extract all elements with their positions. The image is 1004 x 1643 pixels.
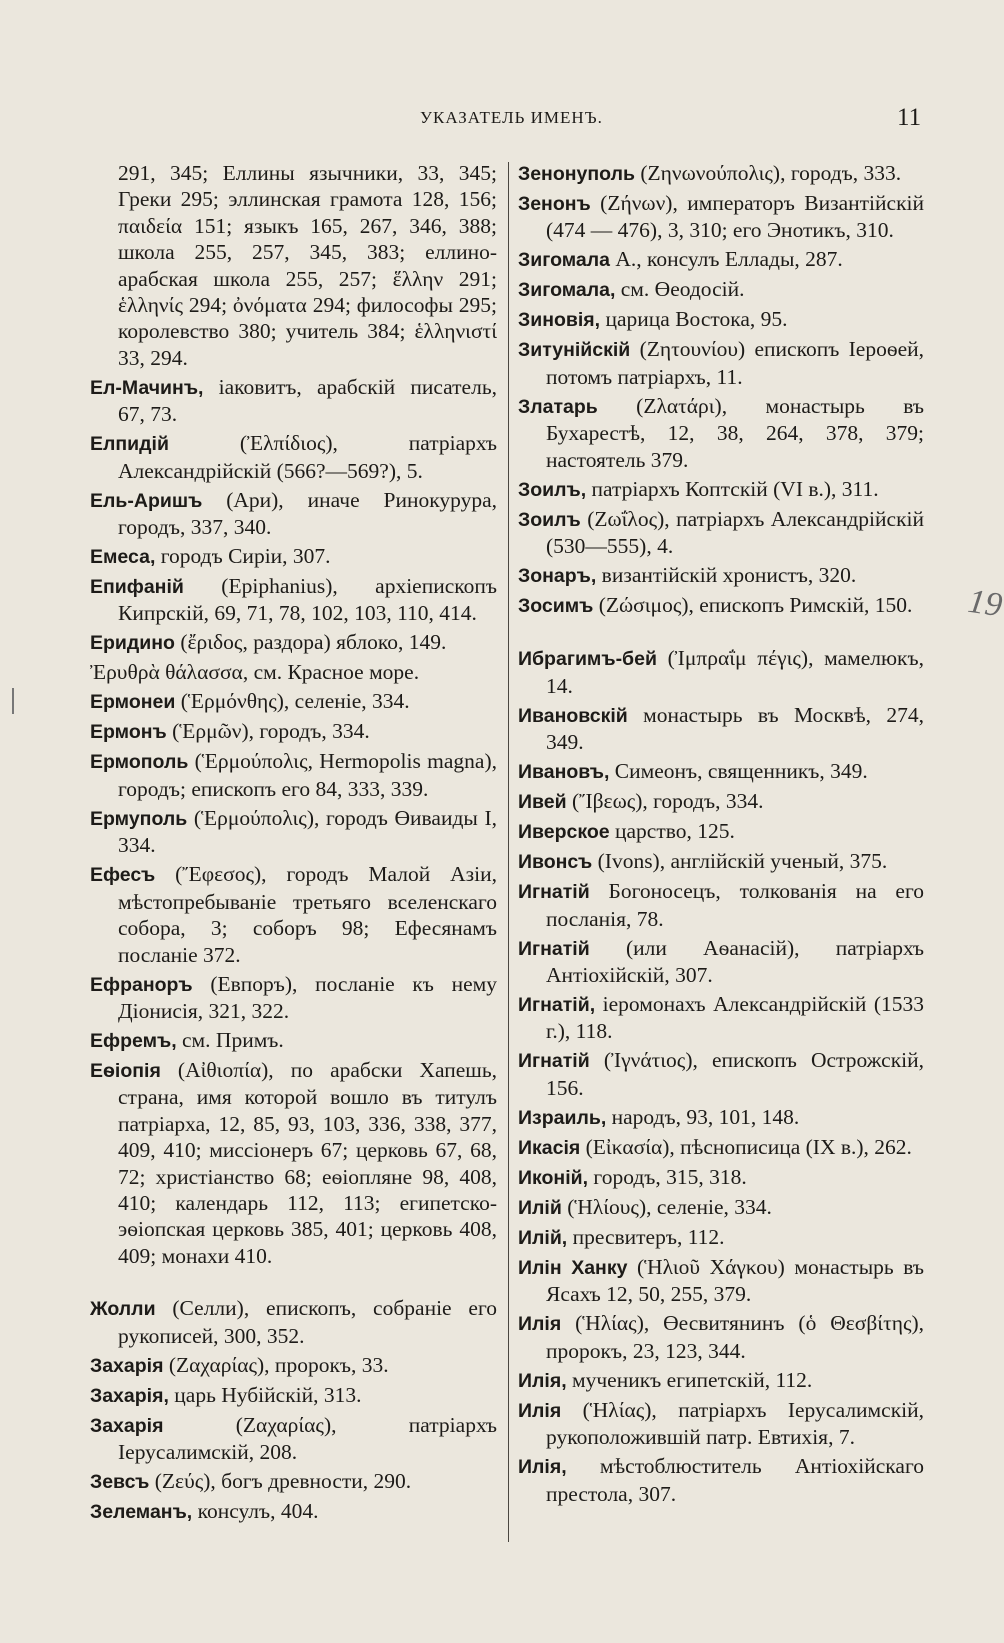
entry-text: царь Нубійскій, 313. — [168, 1382, 362, 1407]
entry-headword: Зиновія, — [518, 309, 601, 332]
entry-text: (Ἐλπίδιος), патріархъ Александрійскій (566?—569?), 5. — [118, 431, 497, 483]
index-entry — [518, 1224, 924, 1251]
index-entry — [90, 1295, 497, 1349]
entry-text: (Ζαχαρίας), патріархъ Іерусалимскій, 208. — [118, 1412, 497, 1464]
index-entry — [518, 336, 924, 390]
entry-text: іаковитъ, арабскій писатель, 67, 73. — [118, 374, 497, 427]
entry-text: (Epiphanius), архіепископъ Кипрскій, 69, 71, 78, 102, 103, 110, 414. — [118, 574, 497, 626]
index-entry — [90, 1382, 497, 1409]
entry-text: (Ἡλίας), патріархъ Іерусалимскій, рукоположившій патр. Евтихія, 7. — [546, 1397, 924, 1450]
entry-headword: Емеса, — [90, 546, 156, 569]
index-entry — [518, 1134, 924, 1161]
entry-text: 291, 345; Еллины язычники, 33, 345; Греки 295; эллинская грамота 128, 156; παιδεία 151; языкъ 165, 267, 346, 388; школа 255, 257, 345, 383; еллино-арабская школа 255, 257; ἕλλην 291; ἑλληνίς 294; ὀνόματα 294; философы 295; королевство 380; учитель 384; ἑλληνιστί 33, 294. — [118, 161, 497, 370]
entry-headword: Ермополь — [90, 751, 189, 774]
entry-headword: Илія — [518, 1399, 562, 1422]
entry-headword: Игнатій — [518, 1050, 590, 1073]
index-entry — [90, 430, 497, 484]
index-entry — [518, 991, 924, 1045]
entry-headword: Ел-Мачинъ, — [90, 376, 204, 399]
entry-text: (Ἰμπραΐμ πέγις), мамелюкъ, 14. — [546, 646, 924, 698]
index-entry — [518, 935, 924, 989]
index-entry — [518, 1254, 924, 1308]
entry-headword: Зигомала — [518, 249, 610, 272]
entry-text: византійскій хронистъ, 320. — [596, 563, 857, 588]
index-entry — [518, 702, 924, 756]
entry-text: пресвитеръ, 112. — [567, 1224, 725, 1249]
entry-headword: Зонаръ, — [518, 565, 597, 588]
index-entry — [518, 1164, 924, 1191]
index-entry — [518, 758, 924, 785]
entry-headword: Икасія — [518, 1136, 581, 1159]
entry-text: (Ἰγνάτιος), епископъ Острожскій, 156. — [546, 1048, 924, 1100]
entry-text: (Ἡλιοῦ Χάγκου) монастырь въ Ясахъ 12, 50, 255, 379. — [546, 1254, 924, 1307]
entry-text: (Αἰθιοπία), по арабски Хапешь, страна, имя которой вошло въ титулъ патріарха, 12, 85, 93, 103, 336, 338, 377, 409, 410; миссіонеръ 67; церковь 67, 68, 72; христіанство 68; еѳіопляне 98, 408, 410; календарь 112, 113; египетско-эѳіопская церковь 385, 401; церковь 408, 409; монахи 410. — [118, 1057, 497, 1268]
entry-headword: Елпидій — [90, 433, 169, 456]
entry-headword: Зосимъ — [518, 595, 594, 618]
entry-text: (Евпоръ), посланіе къ нему Діонисія, 321, 322. — [118, 971, 497, 1023]
index-entry — [518, 592, 924, 619]
entry-headword: Ермуполь — [90, 807, 188, 830]
entry-headword: Жолли — [90, 1298, 156, 1321]
entry-headword: Ель-Аришъ — [90, 489, 203, 512]
entry-text: (Ζαχαρίας), пророкъ, 33. — [163, 1352, 389, 1377]
entry-text: (Ἑρμῶν), городъ, 334. — [166, 719, 370, 744]
entry-text: (или Аѳанасій), патріархъ Антіохійскій, 307. — [546, 935, 924, 988]
index-entry — [518, 1104, 924, 1131]
index-entry — [90, 1498, 497, 1525]
handwritten-margin-note: 19 — [965, 582, 1004, 625]
index-entry — [518, 1194, 924, 1221]
entry-headword: Израиль, — [518, 1106, 607, 1129]
entry-headword: Захарія, — [90, 1384, 169, 1407]
entry-headword: Зоилъ, — [518, 478, 587, 501]
index-entry — [518, 788, 924, 815]
entry-text: (Ζεύς), богъ древности, 290. — [149, 1468, 412, 1493]
index-entry — [90, 160, 497, 371]
entry-text: А., консулъ Еллады, 287. — [609, 247, 843, 272]
entry-text: (Ἔφεσος), городъ Малой Азіи, мѣстопребываніе третьяго вселенскаго собора, 3; соборъ 98; Ефесянамъ посланіе 372. — [118, 862, 497, 967]
entry-headword: Зелеманъ, — [90, 1500, 193, 1523]
entry-headword: Иконій, — [518, 1166, 589, 1189]
entry-text: консулъ, 404. — [192, 1498, 319, 1523]
entry-text: царство, 125. — [609, 819, 735, 844]
entry-headword: Зенонъ — [518, 193, 591, 215]
index-entry — [518, 848, 924, 875]
index-entry — [90, 1027, 497, 1054]
entry-text: (Ζώσιμος), епископъ Римскій, 150. — [593, 593, 913, 618]
right-column — [518, 160, 924, 1510]
entry-text: Богоносецъ, толкованія на его посланія, 78. — [546, 879, 924, 931]
entry-headword: Ивановскій — [518, 704, 628, 727]
entry-text: (Ζητουνίου) епископъ Іероѳей, потомъ патріархъ, 11. — [546, 337, 924, 389]
entry-headword: Еѳіопія — [90, 1059, 161, 1082]
column-divider — [508, 162, 509, 1542]
index-entry — [90, 971, 497, 1025]
entry-headword: Ефесъ — [90, 864, 156, 887]
entry-headword: Зевсъ — [90, 1470, 150, 1493]
index-entry — [90, 748, 497, 802]
entry-text: (Селли), епископъ, собраніе его рукописей, 300, 352. — [118, 1296, 497, 1348]
index-entry — [518, 1397, 924, 1451]
entry-headword: Зоилъ — [518, 508, 581, 531]
entry-text: (Ἡλίους), селеніе, 334. — [561, 1194, 772, 1219]
entry-headword: Захарія — [90, 1354, 164, 1377]
entry-text: городъ, 315, 318. — [588, 1164, 747, 1189]
entry-headword: Ивей — [518, 791, 567, 814]
index-entry — [90, 543, 497, 570]
index-entry — [518, 276, 924, 303]
index-entry — [90, 861, 497, 968]
entry-headword: Игнатій — [518, 881, 590, 904]
index-entry — [90, 487, 497, 541]
index-entry — [518, 818, 924, 845]
entry-headword: Илін Ханку — [518, 1256, 628, 1279]
entry-headword: Илій — [518, 1196, 562, 1219]
entry-text: (Ζωΐλος), патріархъ Александрійскій (530—555), 4. — [546, 506, 924, 559]
entry-text: (Ἡλίας), Өесвитянинъ (ὁ Θεσβίτης), пророкъ, 23, 123, 344. — [546, 1311, 924, 1363]
entry-text: см. Өеодосій. — [615, 277, 745, 302]
index-entry — [518, 562, 924, 589]
entry-headword: Зенонуполь — [518, 163, 635, 185]
entry-text: (Ἑρμούπολις, Hermopolis magna), городъ; епископъ его 84, 333, 339. — [118, 749, 497, 801]
entry-headword: Ермонеи — [90, 691, 176, 714]
entry-headword: Ивановъ, — [518, 761, 610, 784]
index-entry — [518, 306, 924, 333]
entry-headword: Игнатій, — [518, 994, 596, 1017]
entry-text: Ἐρυθρὰ θάλασσα, см. Красное море. — [90, 660, 420, 685]
index-entry — [518, 878, 924, 932]
left-column — [90, 160, 497, 1528]
entry-headword: Илія, — [518, 1456, 567, 1479]
entry-text: (Ари), иначе Ринокурура, городъ, 337, 340. — [118, 487, 497, 540]
entry-headword: Илій, — [518, 1226, 568, 1249]
entry-text: іеромонахъ Александрійскій (1533 г.), 118. — [546, 992, 924, 1044]
index-entry — [518, 645, 924, 699]
entry-text: (Εἰκασία), пѣснописица (IX в.), 262. — [580, 1134, 912, 1159]
edge-mark — [12, 688, 14, 714]
index-entry — [518, 246, 924, 273]
index-entry — [90, 573, 497, 627]
entry-headword: Златарь — [518, 395, 598, 418]
entry-text: (Ζλατάρι), монастырь въ Бухарестѣ, 12, 38, 264, 378, 379; настоятель 379. — [546, 393, 924, 472]
entry-headword: Еридино — [90, 632, 175, 655]
index-entry — [518, 506, 924, 560]
index-entry — [90, 718, 497, 745]
entry-headword: Захарія — [90, 1414, 164, 1437]
index-entry — [90, 659, 497, 685]
entry-text: (Ζηνωνούπολις), городъ, 333. — [634, 161, 902, 185]
page-number: 11 — [897, 104, 922, 131]
entry-text: (Ἑρμόνθης), селеніе, 334. — [175, 689, 410, 714]
entry-text: (Ivons), англійскій ученый, 375. — [592, 849, 888, 874]
entry-text: (Ζήνων), императоръ Византійскій (474 — 476), 3, 310; его Энотикъ, 310. — [546, 191, 924, 243]
entry-text: народъ, 93, 101, 148. — [606, 1104, 800, 1129]
entry-headword: Илія — [518, 1313, 562, 1336]
entry-text: царица Востока, 95. — [600, 307, 788, 332]
entry-text: городъ Сиріи, 307. — [155, 544, 331, 569]
entry-text: см. Примъ. — [176, 1027, 284, 1052]
index-entry — [90, 688, 497, 715]
index-entry — [90, 374, 497, 428]
index-entry — [518, 160, 924, 187]
index-entry — [90, 1468, 497, 1495]
entry-headword: Ибрагимъ-бей — [518, 648, 657, 671]
index-entry — [518, 1047, 924, 1101]
index-entry — [90, 1352, 497, 1379]
entry-text: мученикъ египетскій, 112. — [566, 1367, 813, 1392]
entry-text: мѣстоблюститель Антіохійскаго престола, 307. — [546, 1454, 924, 1506]
index-entry — [90, 805, 497, 859]
index-entry — [518, 1367, 924, 1394]
index-entry — [518, 1310, 924, 1364]
entry-text: патріархъ Коптскій (VI в.), 311. — [586, 476, 879, 501]
index-entry — [90, 1412, 497, 1466]
index-entry — [518, 1453, 924, 1507]
entry-headword: Епифаній — [90, 576, 184, 599]
entry-text: Симеонъ, священникъ, 349. — [609, 759, 868, 784]
index-entry — [90, 629, 497, 656]
index-entry — [518, 393, 924, 473]
entry-headword: Зигомала, — [518, 279, 616, 302]
entry-headword: Зитунійскій — [518, 339, 631, 362]
entry-text: (Ἴβεως), городъ, 334. — [566, 789, 764, 814]
entry-headword: Игнатій — [518, 937, 590, 960]
entry-text: (Ἑρμούπολις), городъ Өиваиды I, 334. — [118, 805, 497, 858]
entry-text: (ἔριδος, раздора) яблоко, 149. — [174, 630, 447, 655]
entry-headword: Ефремъ, — [90, 1029, 177, 1052]
entry-headword: Ермонъ — [90, 721, 167, 744]
running-head: УКАЗАТЕЛЬ ИМЕНЪ. — [420, 108, 603, 127]
index-entry — [90, 1057, 497, 1269]
entry-headword: Ефраноръ — [90, 973, 193, 996]
entry-headword: Ивонсъ — [518, 851, 593, 874]
entry-text: монастырь въ Москвѣ, 274, 349. — [546, 702, 924, 755]
entry-headword: Иверское — [518, 821, 610, 844]
index-entry — [518, 476, 924, 503]
index-entry — [518, 190, 924, 244]
entry-headword: Илія, — [518, 1369, 567, 1392]
